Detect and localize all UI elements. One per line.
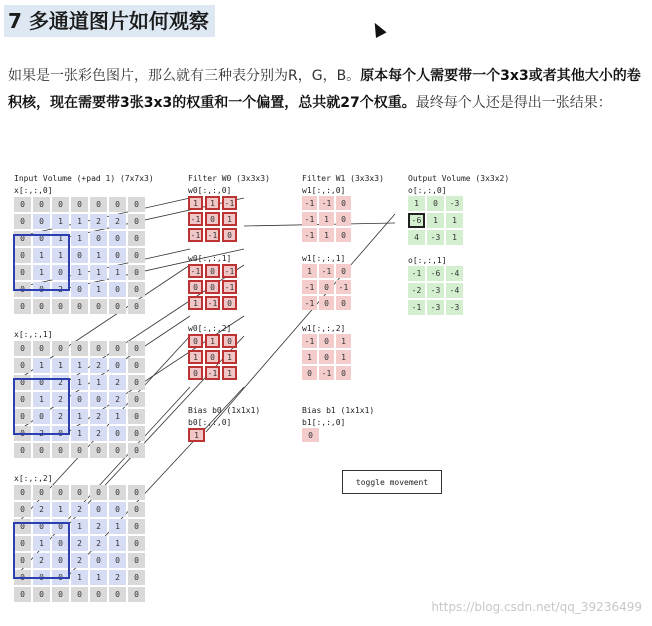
input-cell: 0 bbox=[128, 231, 145, 246]
input-cell: 0 bbox=[90, 392, 107, 407]
input-cell: 1 bbox=[109, 519, 126, 534]
input-cell: 0 bbox=[33, 341, 50, 356]
input-cell: 1 bbox=[109, 409, 126, 424]
input-cell: 0 bbox=[128, 553, 145, 568]
input-cell: 2 bbox=[52, 375, 69, 390]
filter0-weight-cell: -1 bbox=[205, 228, 220, 242]
filter0-weight-cell: 1 bbox=[222, 366, 237, 380]
filter1-slice-label: w1[:,:,0] bbox=[302, 186, 346, 195]
input-cell: 2 bbox=[71, 536, 88, 551]
input-cell: 0 bbox=[33, 214, 50, 229]
bias1-label: b1[:,:,0] bbox=[302, 418, 346, 427]
input-cell: 0 bbox=[128, 265, 145, 280]
output-cell: -6 bbox=[408, 213, 425, 228]
filter0-weight-cell: 0 bbox=[188, 334, 203, 348]
bias0-title: Bias b0 (1x1x1) bbox=[188, 406, 261, 415]
input-cell: 1 bbox=[52, 358, 69, 373]
input-cell: 0 bbox=[52, 519, 69, 534]
input-cell: 0 bbox=[90, 341, 107, 356]
filter0-title: Filter W0 (3x3x3) bbox=[188, 174, 270, 183]
input-cell: 1 bbox=[71, 426, 88, 441]
input-volume-title: Input Volume (+pad 1) (7x7x3) bbox=[14, 174, 154, 183]
filter1-weight-cell: 0 bbox=[319, 334, 334, 348]
output-slice-label: o[:,:,1] bbox=[408, 256, 447, 265]
filter1-weight-cell: -1 bbox=[319, 264, 334, 278]
filter1-weight-cell: 0 bbox=[302, 366, 317, 380]
filter1-weight-cell: 1 bbox=[302, 264, 317, 278]
input-cell: 0 bbox=[14, 231, 31, 246]
input-cell: 0 bbox=[128, 341, 145, 356]
filter0-weight-cell: 0 bbox=[205, 264, 220, 278]
input-cell: 1 bbox=[71, 231, 88, 246]
input-cell: 0 bbox=[128, 358, 145, 373]
filter0-weight-cell: 0 bbox=[222, 228, 237, 242]
input-cell: 0 bbox=[33, 375, 50, 390]
filter0-weight-cell: -1 bbox=[188, 212, 203, 226]
filter1-slice-grid bbox=[302, 264, 351, 310]
input-cell: 2 bbox=[90, 358, 107, 373]
input-cell: 1 bbox=[90, 375, 107, 390]
input-cell: 0 bbox=[14, 358, 31, 373]
filter0-weight-cell: -1 bbox=[188, 264, 203, 278]
input-cell: 1 bbox=[52, 214, 69, 229]
input-cell: 1 bbox=[33, 392, 50, 407]
output-cell: -1 bbox=[408, 266, 425, 281]
input-cell: 0 bbox=[128, 197, 145, 212]
paragraph-bold: 原本每个人需要带一个3x3或者其他大小的卷积核，现在需要带3张3x3的权重和一个偏置，总共就27个权重。 bbox=[8, 68, 641, 111]
filter1-weight-cell: 0 bbox=[319, 280, 334, 294]
filter0-weight-cell: 0 bbox=[188, 280, 203, 294]
input-cell: 0 bbox=[128, 485, 145, 500]
input-cell: 2 bbox=[90, 409, 107, 424]
input-cell: 2 bbox=[90, 214, 107, 229]
input-cell: 0 bbox=[14, 443, 31, 458]
input-cell: 0 bbox=[14, 536, 31, 551]
input-cell: 0 bbox=[90, 231, 107, 246]
filter1-title: Filter W1 (3x3x3) bbox=[302, 174, 384, 183]
input-cell: 0 bbox=[52, 570, 69, 585]
input-cell: 0 bbox=[52, 553, 69, 568]
input-cell: 0 bbox=[128, 248, 145, 263]
receptive-window bbox=[13, 378, 70, 435]
input-cell: 1 bbox=[71, 358, 88, 373]
input-cell: 0 bbox=[14, 587, 31, 602]
filter1-slice-label: w1[:,:,1] bbox=[302, 254, 346, 263]
filter0-weight-cell: 0 bbox=[205, 280, 220, 294]
output-cell: 1 bbox=[446, 213, 463, 228]
filter0-slice-label: w0[:,:,0] bbox=[188, 186, 232, 195]
input-cell: 1 bbox=[52, 502, 69, 517]
output-cell: -3 bbox=[427, 230, 444, 245]
input-cell: 0 bbox=[71, 485, 88, 500]
receptive-window bbox=[13, 234, 70, 291]
filter0-weight-cell: 0 bbox=[222, 296, 237, 310]
input-cell: 0 bbox=[90, 587, 107, 602]
input-cell: 0 bbox=[128, 443, 145, 458]
input-cell: 0 bbox=[128, 214, 145, 229]
filter0-slice-label: w0[:,:,2] bbox=[188, 324, 232, 333]
input-cell: 0 bbox=[90, 443, 107, 458]
filter0-weight-cell: 0 bbox=[205, 212, 220, 226]
input-cell: 0 bbox=[109, 197, 126, 212]
output-cell: -3 bbox=[427, 283, 444, 298]
filter0-weight-cell: -1 bbox=[222, 196, 237, 210]
input-cell: 1 bbox=[90, 248, 107, 263]
output-volume-title: Output Volume (3x3x2) bbox=[408, 174, 510, 183]
input-cell: 0 bbox=[128, 392, 145, 407]
output-cell: -1 bbox=[408, 300, 425, 315]
filter0-weight-cell: 1 bbox=[205, 196, 220, 210]
input-cell: 0 bbox=[33, 282, 50, 297]
input-cell: 2 bbox=[90, 426, 107, 441]
input-cell: 0 bbox=[109, 443, 126, 458]
filter1-weight-cell: -1 bbox=[319, 366, 334, 380]
section-heading: 7 多通道图片如何观察 bbox=[4, 5, 215, 37]
input-cell: 0 bbox=[109, 231, 126, 246]
input-cell: 0 bbox=[14, 248, 31, 263]
input-cell: 0 bbox=[14, 502, 31, 517]
filter0-slice-grid bbox=[188, 334, 237, 380]
input-cell: 0 bbox=[14, 570, 31, 585]
input-cell: 0 bbox=[52, 426, 69, 441]
input-cell: 0 bbox=[128, 299, 145, 314]
input-cell: 0 bbox=[14, 409, 31, 424]
filter0-weight-cell: 0 bbox=[188, 366, 203, 380]
input-cell: 0 bbox=[109, 248, 126, 263]
input-cell: 2 bbox=[109, 375, 126, 390]
input-cell: 1 bbox=[33, 536, 50, 551]
input-cell: 0 bbox=[128, 536, 145, 551]
filter1-slice-grid bbox=[302, 334, 351, 380]
input-cell: 1 bbox=[33, 265, 50, 280]
output-cell: -3 bbox=[446, 300, 463, 315]
filter1-weight-cell: 0 bbox=[336, 228, 351, 242]
filter1-weight-cell: 0 bbox=[336, 196, 351, 210]
input-cell: 0 bbox=[14, 299, 31, 314]
input-cell: 0 bbox=[90, 299, 107, 314]
input-cell: 0 bbox=[71, 392, 88, 407]
filter1-weight-cell: -1 bbox=[336, 280, 351, 294]
input-cell: 1 bbox=[52, 248, 69, 263]
filter0-weight-cell: 1 bbox=[205, 334, 220, 348]
input-cell: 0 bbox=[33, 570, 50, 585]
input-cell: 0 bbox=[71, 299, 88, 314]
filter1-weight-cell: 1 bbox=[302, 350, 317, 364]
filter1-weight-cell: -1 bbox=[319, 196, 334, 210]
input-cell: 0 bbox=[128, 502, 145, 517]
input-cell: 0 bbox=[128, 519, 145, 534]
input-cell: 1 bbox=[52, 231, 69, 246]
filter1-weight-cell: -1 bbox=[302, 212, 317, 226]
output-cell: 0 bbox=[427, 196, 444, 211]
input-cell: 2 bbox=[52, 282, 69, 297]
input-cell: 1 bbox=[71, 265, 88, 280]
input-cell: 0 bbox=[52, 265, 69, 280]
input-cell: 1 bbox=[71, 375, 88, 390]
input-cell: 2 bbox=[90, 519, 107, 534]
output-cell: -3 bbox=[446, 196, 463, 211]
input-cell: 0 bbox=[128, 426, 145, 441]
input-cell: 0 bbox=[109, 358, 126, 373]
input-cell: 0 bbox=[14, 214, 31, 229]
input-cell: 0 bbox=[52, 197, 69, 212]
filter0-weight-cell: 0 bbox=[222, 334, 237, 348]
filter1-weight-cell: -1 bbox=[302, 334, 317, 348]
filter0-weight-cell: -1 bbox=[205, 366, 220, 380]
input-cell: 0 bbox=[109, 282, 126, 297]
input-cell: 1 bbox=[71, 519, 88, 534]
filter0-weight-cell: 1 bbox=[188, 196, 203, 210]
paragraph-normal-1: 如果是一张彩色图片，那么就有三种表分别为R，G，B。 bbox=[8, 68, 361, 84]
input-cell: 0 bbox=[90, 197, 107, 212]
input-cell: 0 bbox=[71, 282, 88, 297]
input-cell: 0 bbox=[109, 485, 126, 500]
filter1-weight-cell: 1 bbox=[336, 350, 351, 364]
input-cell: 0 bbox=[33, 299, 50, 314]
toggle-movement-button[interactable]: toggle movement bbox=[342, 470, 442, 494]
input-cell: 2 bbox=[52, 392, 69, 407]
input-cell: 0 bbox=[14, 485, 31, 500]
input-cell: 1 bbox=[71, 214, 88, 229]
input-cell: 1 bbox=[71, 570, 88, 585]
input-cell: 0 bbox=[33, 231, 50, 246]
input-cell: 0 bbox=[33, 485, 50, 500]
input-cell: 0 bbox=[109, 502, 126, 517]
filter1-weight-cell: 0 bbox=[336, 296, 351, 310]
watermark: https://blog.csdn.net/qq_39236499 bbox=[431, 600, 642, 614]
input-cell: 0 bbox=[14, 282, 31, 297]
filter1-weight-cell: 1 bbox=[319, 228, 334, 242]
input-slice-label: x[:,:,0] bbox=[14, 186, 53, 195]
input-cell: 2 bbox=[33, 553, 50, 568]
filter1-slice-grid bbox=[302, 196, 351, 242]
output-slice-grid bbox=[408, 266, 463, 315]
filter0-weight-cell: 0 bbox=[205, 350, 220, 364]
input-cell: 0 bbox=[109, 426, 126, 441]
input-slice-label: x[:,:,1] bbox=[14, 330, 53, 339]
input-cell: 0 bbox=[128, 409, 145, 424]
filter1-slice-label: w1[:,:,2] bbox=[302, 324, 346, 333]
input-cell: 2 bbox=[109, 214, 126, 229]
input-cell: 0 bbox=[33, 409, 50, 424]
output-cell: 4 bbox=[408, 230, 425, 245]
input-cell: 0 bbox=[109, 341, 126, 356]
input-cell: 0 bbox=[14, 265, 31, 280]
bias1-value: 0 bbox=[302, 428, 319, 442]
output-cell: -2 bbox=[408, 283, 425, 298]
input-slice-label: x[:,:,2] bbox=[14, 474, 53, 483]
input-cell: 0 bbox=[52, 587, 69, 602]
input-cell: 0 bbox=[33, 443, 50, 458]
input-cell: 0 bbox=[52, 341, 69, 356]
filter0-weight-cell: 1 bbox=[188, 350, 203, 364]
bias0-grid bbox=[188, 428, 205, 442]
input-cell: 2 bbox=[71, 502, 88, 517]
output-cell: -4 bbox=[446, 266, 463, 281]
filter1-weight-cell: -1 bbox=[302, 196, 317, 210]
input-cell: 0 bbox=[52, 485, 69, 500]
filter1-weight-cell: -1 bbox=[302, 228, 317, 242]
input-cell: 2 bbox=[71, 553, 88, 568]
input-cell: 1 bbox=[109, 536, 126, 551]
input-cell: 0 bbox=[128, 587, 145, 602]
input-cell: 2 bbox=[52, 409, 69, 424]
input-cell: 1 bbox=[90, 265, 107, 280]
bias0-value: 1 bbox=[188, 428, 205, 442]
filter1-weight-cell: 0 bbox=[336, 212, 351, 226]
input-cell: 2 bbox=[109, 392, 126, 407]
input-cell: 1 bbox=[71, 409, 88, 424]
filter0-weight-cell: 1 bbox=[188, 296, 203, 310]
bias1-grid bbox=[302, 428, 319, 442]
input-cell: 0 bbox=[128, 375, 145, 390]
filter0-weight-cell: -1 bbox=[222, 280, 237, 294]
bias1-title: Bias b1 (1x1x1) bbox=[302, 406, 375, 415]
filter1-weight-cell: 1 bbox=[319, 212, 334, 226]
filter1-weight-cell: 0 bbox=[336, 264, 351, 278]
input-cell: 0 bbox=[109, 587, 126, 602]
input-cell: 0 bbox=[33, 519, 50, 534]
filter0-weight-cell: -1 bbox=[188, 228, 203, 242]
input-cell: 0 bbox=[14, 375, 31, 390]
input-cell: 2 bbox=[90, 536, 107, 551]
filter1-weight-cell: -1 bbox=[302, 280, 317, 294]
filter0-slice-grid bbox=[188, 264, 237, 310]
output-slice-grid bbox=[408, 196, 463, 245]
output-cell: -3 bbox=[427, 300, 444, 315]
input-cell: 0 bbox=[90, 502, 107, 517]
filter0-slice-label: w0[:,:,1] bbox=[188, 254, 232, 263]
input-cell: 0 bbox=[128, 570, 145, 585]
input-cell: 2 bbox=[109, 570, 126, 585]
filter0-weight-cell: 1 bbox=[222, 212, 237, 226]
output-cell: 1 bbox=[427, 213, 444, 228]
filter1-weight-cell: -1 bbox=[302, 296, 317, 310]
input-cell: 0 bbox=[109, 553, 126, 568]
input-cell: 1 bbox=[33, 248, 50, 263]
input-cell: 0 bbox=[33, 197, 50, 212]
input-cell: 0 bbox=[128, 282, 145, 297]
input-cell: 2 bbox=[33, 502, 50, 517]
input-cell: 0 bbox=[14, 197, 31, 212]
input-cell: 0 bbox=[71, 443, 88, 458]
input-cell: 0 bbox=[109, 299, 126, 314]
bias0-label: b0[:,:,0] bbox=[188, 418, 232, 427]
input-cell: 2 bbox=[33, 426, 50, 441]
filter1-weight-cell: 0 bbox=[336, 366, 351, 380]
input-cell: 0 bbox=[14, 392, 31, 407]
input-cell: 0 bbox=[33, 587, 50, 602]
filter1-weight-cell: 0 bbox=[319, 350, 334, 364]
receptive-window bbox=[13, 522, 70, 579]
input-cell: 0 bbox=[14, 341, 31, 356]
input-cell: 0 bbox=[52, 536, 69, 551]
input-cell: 0 bbox=[71, 341, 88, 356]
input-cell: 0 bbox=[52, 443, 69, 458]
output-slice-label: o[:,:,0] bbox=[408, 186, 447, 195]
filter0-weight-cell: -1 bbox=[205, 296, 220, 310]
filter0-weight-cell: -1 bbox=[222, 264, 237, 278]
input-cell: 1 bbox=[90, 282, 107, 297]
output-cell: 1 bbox=[446, 230, 463, 245]
input-cell: 0 bbox=[14, 426, 31, 441]
input-cell: 0 bbox=[90, 553, 107, 568]
paragraph-normal-2: 最终每个人还是得出一张结果： bbox=[415, 95, 612, 111]
filter0-weight-cell: 1 bbox=[222, 350, 237, 364]
filter0-slice-grid bbox=[188, 196, 237, 242]
input-cell: 0 bbox=[14, 519, 31, 534]
input-cell: 0 bbox=[71, 197, 88, 212]
input-cell: 0 bbox=[90, 485, 107, 500]
input-cell: 0 bbox=[71, 248, 88, 263]
input-cell: 0 bbox=[52, 299, 69, 314]
input-cell: 0 bbox=[71, 587, 88, 602]
filter1-weight-cell: 0 bbox=[319, 296, 334, 310]
output-cell: 1 bbox=[408, 196, 425, 211]
output-cell: -6 bbox=[427, 266, 444, 281]
input-cell: 1 bbox=[33, 358, 50, 373]
filter1-weight-cell: 1 bbox=[336, 334, 351, 348]
input-cell: 1 bbox=[109, 265, 126, 280]
output-cell: -4 bbox=[446, 283, 463, 298]
input-cell: 0 bbox=[14, 553, 31, 568]
input-cell: 1 bbox=[90, 570, 107, 585]
